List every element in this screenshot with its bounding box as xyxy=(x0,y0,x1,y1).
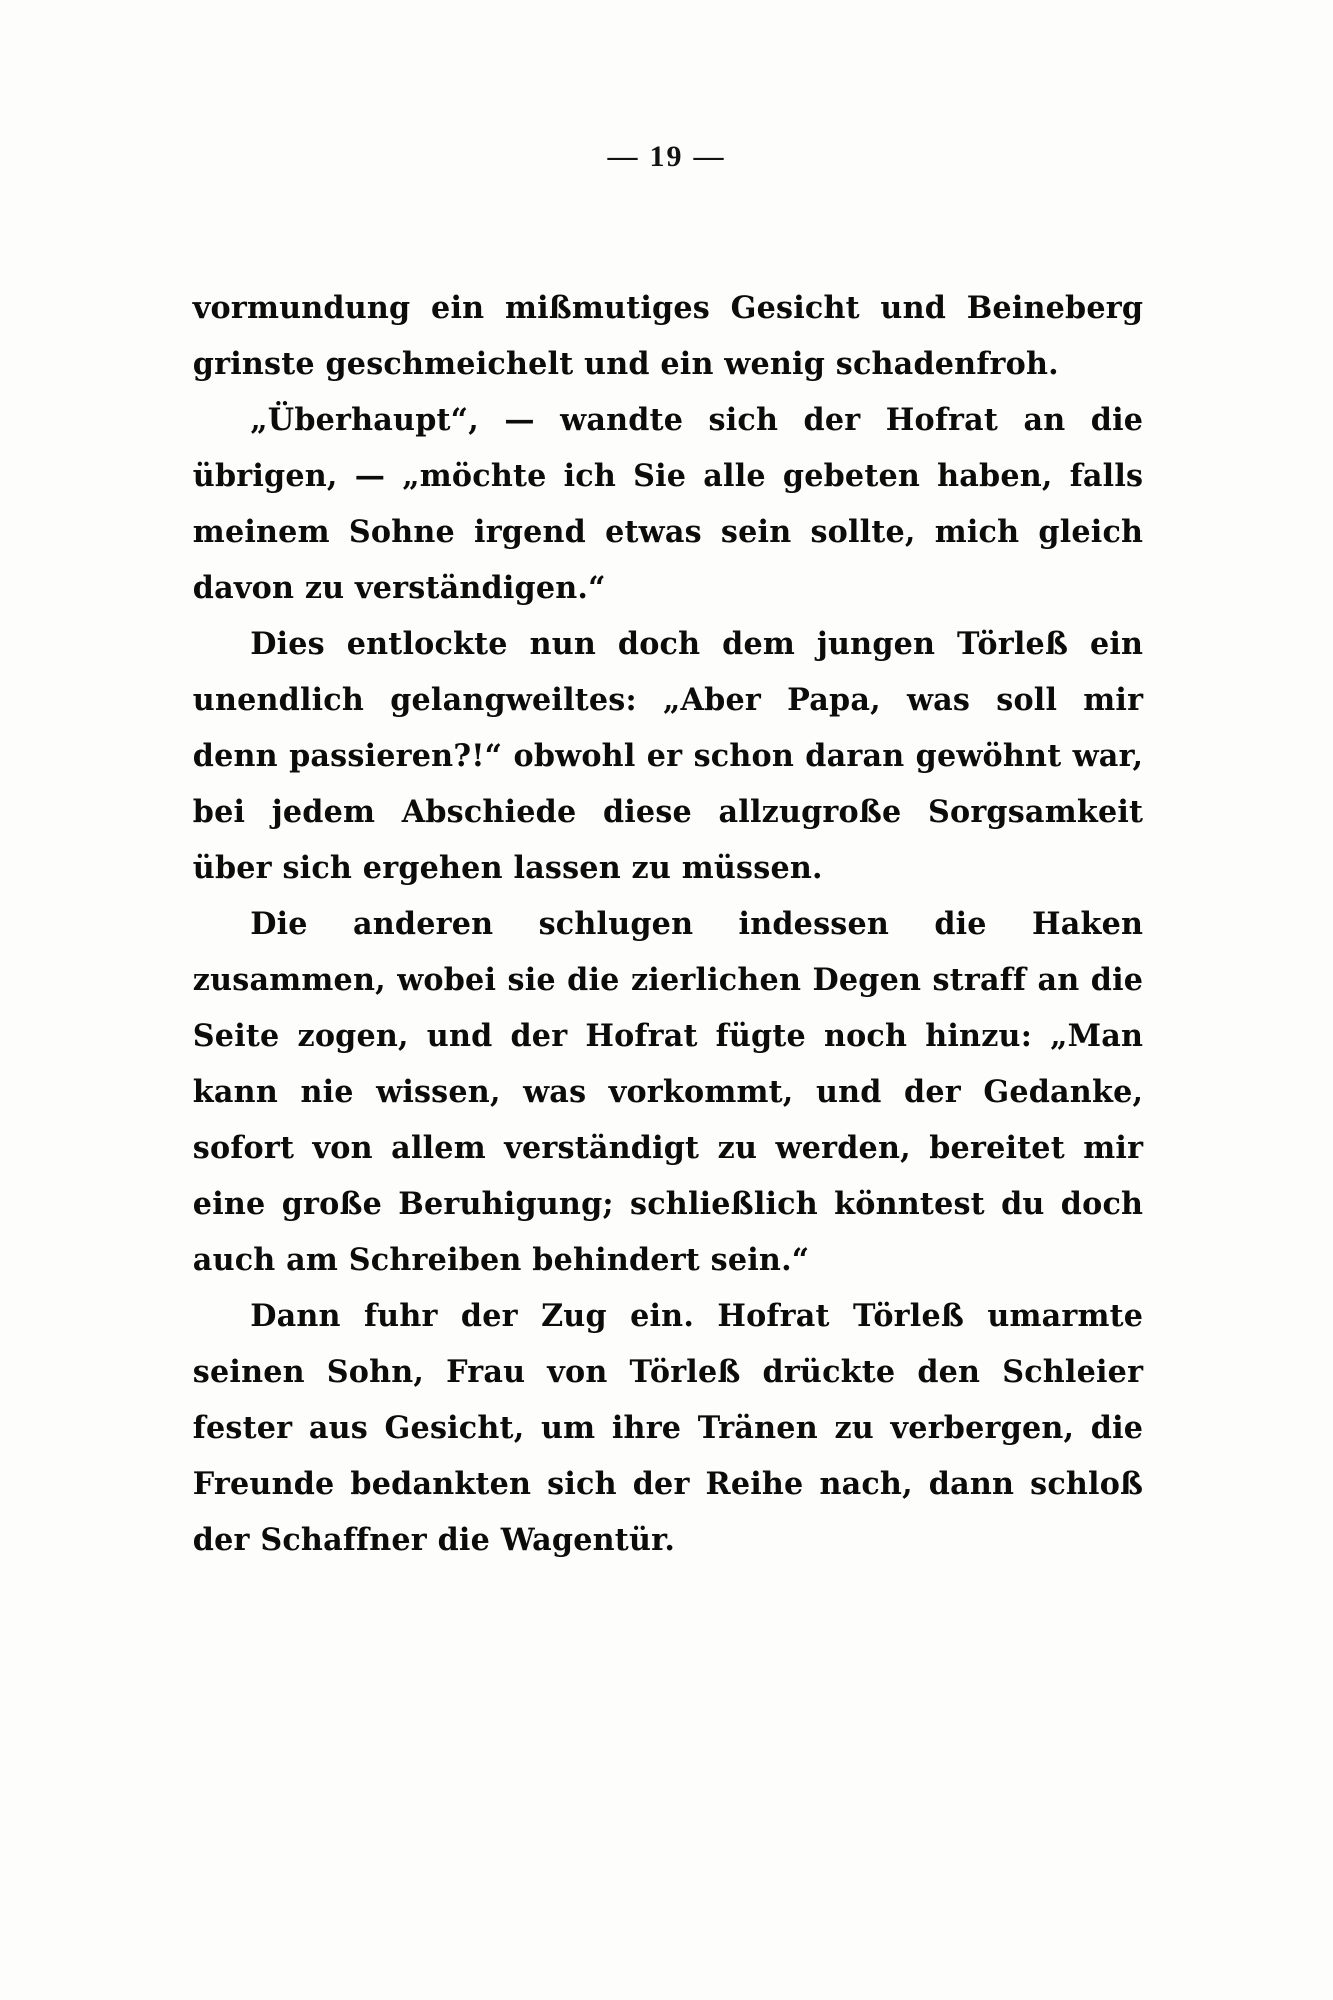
paragraph: vormundung ein mißmutiges Gesicht und Beineberg grinste geschmeichelt und ein wenig schadenfroh. xyxy=(192,290,1144,382)
page-number: 19 xyxy=(649,140,684,173)
paragraph: Dies entlockte nun doch dem jungen Törleß ein unendlich gelangweiltes: „Aber Papa, was soll mir denn passieren?!“ obwohl er schon daran gewöhnt war, bei jedem Abschiede diese allzugroße Sorgsamkeit über sich ergehen lassen zu müssen. xyxy=(192,626,1144,886)
paragraph: Die anderen schlugen indessen die Haken zusammen, wobei sie die zierlichen Degen straff an die Seite zogen, und der Hofrat fügte noch hinzu: „Man kann nie wissen, was vorkommt, und der Gedanke, sofort von allem verständigt zu werden, bereitet mir eine große Beruhigung; schließlich könntest du doch auch am Schreiben behindert sein.“ xyxy=(192,906,1144,1278)
page-number-header xyxy=(0,140,1333,174)
dash-left: — xyxy=(607,140,640,173)
paragraph: „Überhaupt“, — wandte sich der Hofrat an die übrigen, — „möchte ich Sie alle gebeten haben, falls meinem Sohne irgend etwas sein sollte, mich gleich davon zu verständigen.“ xyxy=(192,402,1144,606)
paragraph: Dann fuhr der Zug ein. Hofrat Törleß umarmte seinen Sohn, Frau von Törleß drückte den Schleier fester aus Gesicht, um ihre Tränen zu verbergen, die Freunde bedankten sich der Reihe nach, dann schloß der Schaffner die Wagentür. xyxy=(192,1298,1144,1558)
dash-right: — xyxy=(693,140,726,173)
page-body xyxy=(193,280,1143,1568)
